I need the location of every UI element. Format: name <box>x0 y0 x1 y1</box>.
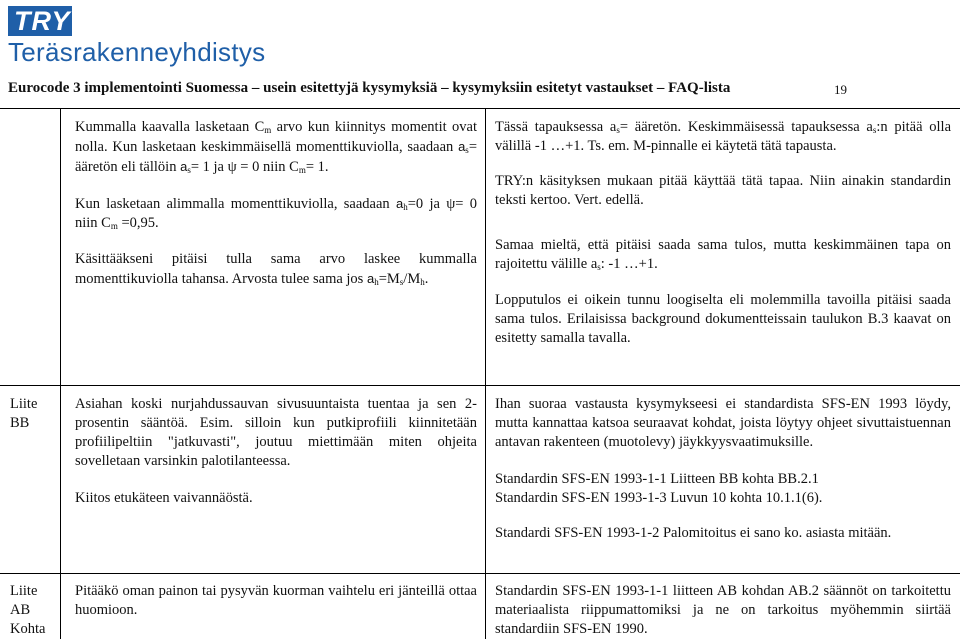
row1-question-cell <box>75 118 477 289</box>
row1-answer-4: Lopputulos ei oikein tunnu loogiselta eli molemmilla tavoilla pitäisi saada sama tulos. Erilaisissa background dokumentteissain taulukon B.3 kaavat on esitetty samalla tavalla. <box>495 292 951 346</box>
row1-question-3: Käsittääkseni pitäisi tulla sama arvo laskee kummalla momenttikuviolla tahansa. Arvosta tulee sama jos $a_h=M_s/M_h$. <box>75 251 477 287</box>
row1-answer-3: Samaa mieltä, että pitäisi saada sama tulos, mutta keskimmäinen tapa on rajoitettu välille $a_s$: -1 …+1. <box>495 237 951 272</box>
table-row-divider-1 <box>0 385 960 386</box>
try-logo <box>8 6 72 36</box>
table-col-divider-1 <box>60 108 61 639</box>
row1-answer-1: Tässä tapauksessa $a_s=$ ääretön. Keskimmäisessä tapauksessa $a_s:n$ pitää olla välillä -1 …+1. Ts. em. M-pinnalle ei käytetä tätä tapausta. <box>495 119 952 154</box>
row2-question-cell <box>75 395 477 508</box>
row3-question-cell <box>75 582 477 620</box>
row2-answer-cell <box>495 395 951 543</box>
row3-label: Liite AB Kohta <box>10 583 46 637</box>
logo-name: Teräsrakenneyhdistys <box>8 37 266 67</box>
row3-question-1: Pitääkö oman painon tai pysyvän kuorman vaihtelu eri jänteillä ottaa huomioon. <box>75 583 477 618</box>
table-top-rule <box>0 108 960 109</box>
row2-answer-2a: Standardin SFS-EN 1993-1-1 Liitteen BB kohta BB.2.1 <box>495 471 819 487</box>
row2-answer-1: Ihan suoraa vastausta kysymykseesi ei standardista SFS-EN 1993 löydy, mutta kannattaa katsoa seuraavat kohdat, joista löytyy ohjeet sivuttaistuennan antavan rakenteen (muotolevy) jäykkyysvaatimuksille. <box>495 396 951 450</box>
table-row-divider-2 <box>0 573 960 574</box>
row3-answer-cell <box>495 582 951 639</box>
row1-answer-2: TRY:n käsityksen mukaan pitää käyttää tätä tapaa. Niin ainakin standardin teksti kertoo. Vert. edellä. <box>495 173 951 208</box>
row1-question-1: Kummalla kaavalla lasketaan $C_m$ arvo kun kiinnitys momentit ovat nolla. Kun lasketaan keskimmäisellä momenttikuviolla, saadaan $a_s=$ ääretön eli tällöin $a_s= 1$ ja ψ = 0 niin $C_m= 1$. <box>75 119 477 175</box>
row2-answer-2b: Standardin SFS-EN 1993-1-3 Luvun 10 kohta 10.1.1(6). <box>495 490 823 506</box>
logo-mark: TRY <box>14 6 71 36</box>
page-number: 19 <box>834 82 847 97</box>
table-col-divider-2 <box>485 108 486 639</box>
row2-answer-3: Standardi SFS-EN 1993-1-2 Palomitoitus ei sano ko. asiasta mitään. <box>495 525 892 541</box>
row1-answer-cell <box>495 118 951 348</box>
row2-label: Liite BB <box>10 396 38 431</box>
row2-question-2: Kiitos etukäteen vaivannäöstä. <box>75 490 253 506</box>
page-header-title: Eurocode 3 implementointi Suomessa – usein esitettyjä kysymyksiä – kysymyksiin esitetyt vastaukset – FAQ-lista <box>8 80 731 96</box>
row3-answer-1: Standardin SFS-EN 1993-1-1 liitteen AB kohdan AB.2 säännöt on tarkoitettu materiaalista riippumattomiksi ja ne on tarkoitus myöhemmin siirtää standardiin SFS-EN 1990. <box>495 583 951 637</box>
row1-question-2: Kun lasketaan alimmalla momenttikuviolla, saadaan $a_h=0$ ja ψ= 0 niin $C_m =0,95$. <box>75 196 477 231</box>
row2-question-1: Asiahan koski nurjahdussauvan sivusuuntaista tuentaa ja sen 2-prosentin sääntöä. Esim. silloin kun putkiprofiili kiinnitetään profiilipeltiin "jatkuvasti", joutuu miettimään miten ohjeita sovelletaan varsinkin palotilanteessa. <box>75 396 477 469</box>
